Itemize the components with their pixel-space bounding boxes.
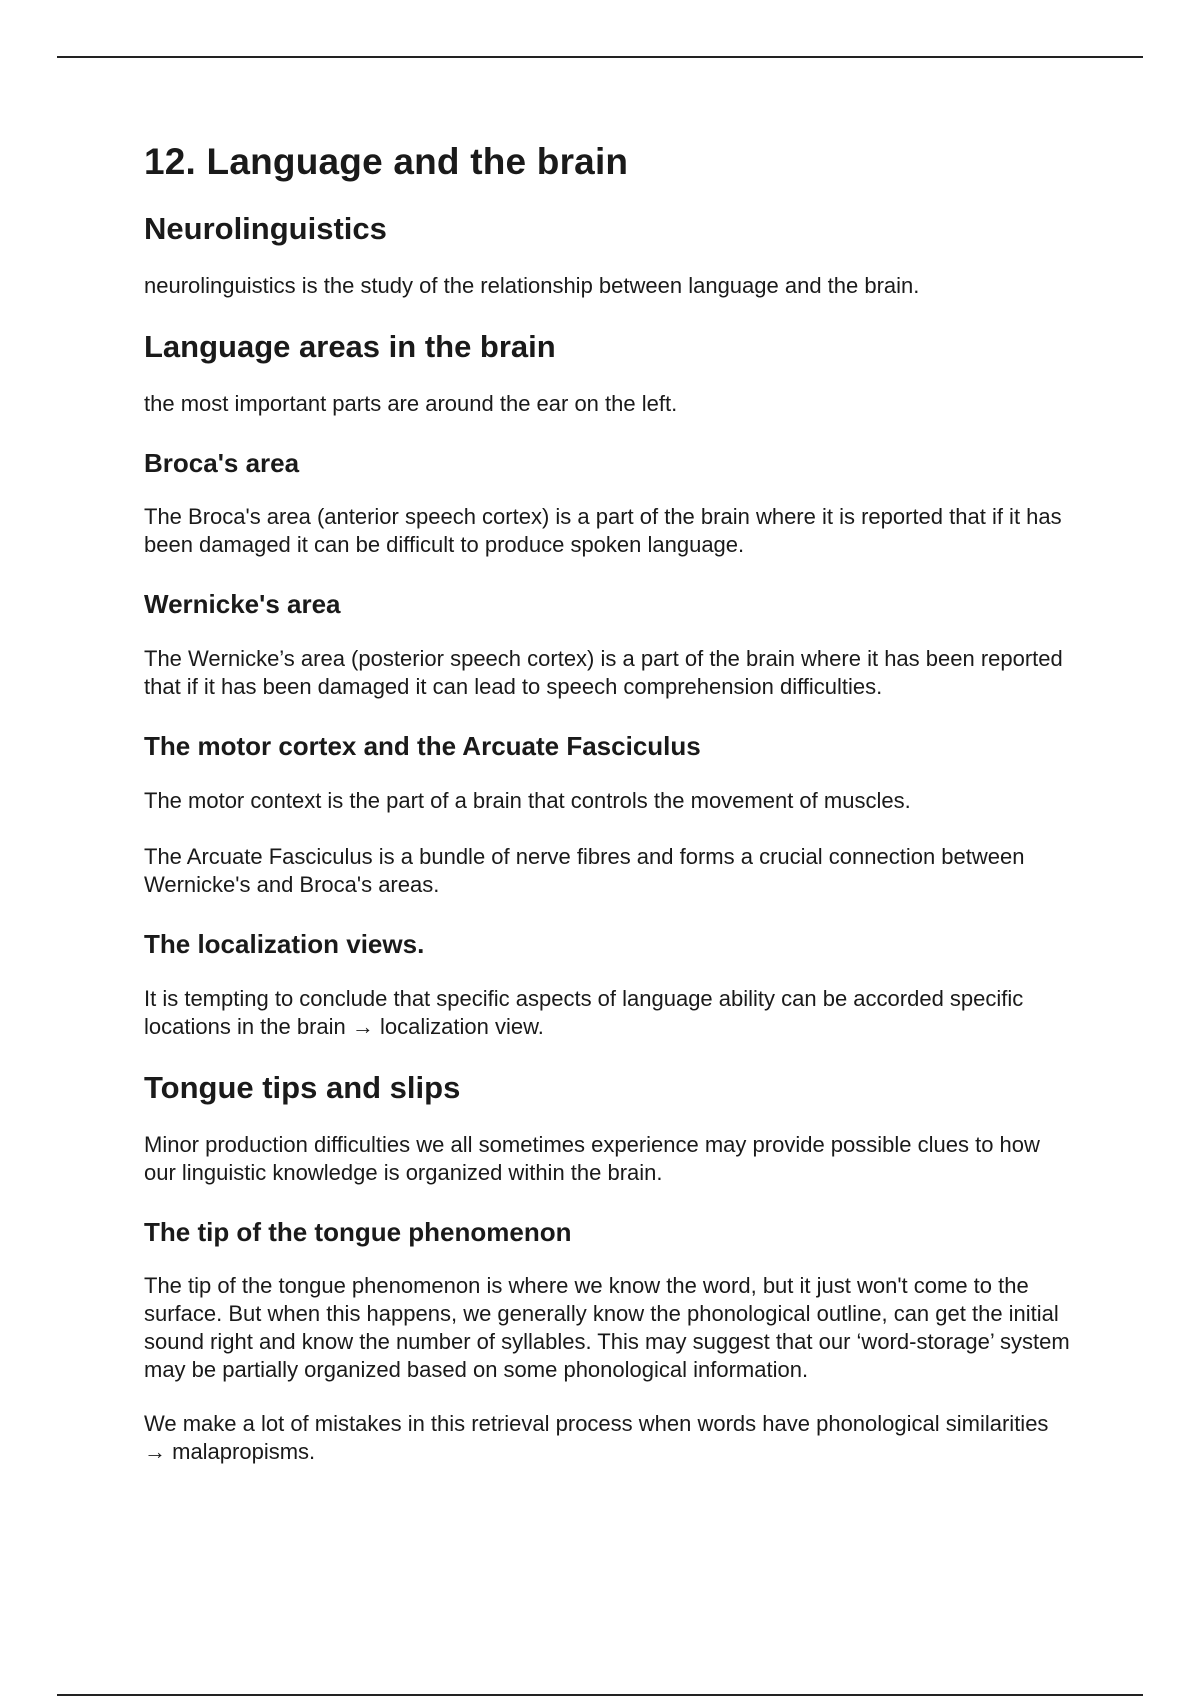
paragraph: The tip of the tongue phenomenon is where we know the word, but it just won't come to the surface. But when this happens, we generally know the phonological outline, can get the initial sound right and know the number of syllables. This may suggest that our ‘word-storage’ system may be partially organized based on some phonological information. (144, 1273, 1070, 1382)
paragraph: The Wernicke’s area (posterior speech cortex) is a part of the brain where it has been reported that if it has been damaged it can lead to speech comprehension difficulties. (144, 646, 1063, 699)
paragraph: the most important parts are around the ear on the left. (144, 391, 678, 416)
paragraph: It is tempting to conclude that specific aspects of language ability can be accorded specific locations in the brain → localization view. (144, 986, 1024, 1039)
paragraph: neurolinguistics is the study of the relationship between language and the brain. (144, 273, 920, 298)
document-body (144, 140, 1074, 1466)
top-rule (57, 56, 1143, 58)
document-title: 12. Language and the brain (144, 141, 629, 182)
paragraph: Minor production difficulties we all sometimes experience may provide possible clues to how our linguistic knowledge is organized within the brain. (144, 1132, 1040, 1185)
subsection-heading: The tip of the tongue phenomenon (144, 1217, 572, 1247)
paragraph: The Broca's area (anterior speech cortex) is a part of the brain where it is reported that if it has been damaged it can be difficult to produce spoken language. (144, 504, 1062, 557)
section-heading: Neurolinguistics (144, 211, 387, 246)
subsection-heading: The motor cortex and the Arcuate Fasciculus (144, 731, 701, 761)
section-heading: Language areas in the brain (144, 329, 556, 364)
paragraph: The Arcuate Fasciculus is a bundle of nerve fibres and forms a crucial connection between Wernicke's and Broca's areas. (144, 844, 1025, 897)
subsection-heading: The localization views. (144, 929, 425, 959)
paragraph: We make a lot of mistakes in this retrieval process when words have phonological similarities → malapropisms. (144, 1411, 1049, 1464)
bottom-rule (57, 1694, 1143, 1696)
subsection-heading: Broca's area (144, 448, 300, 478)
paragraph: The motor context is the part of a brain that controls the movement of muscles. (144, 788, 911, 813)
section-heading: Tongue tips and slips (144, 1070, 461, 1105)
subsection-heading: Wernicke's area (144, 589, 341, 619)
